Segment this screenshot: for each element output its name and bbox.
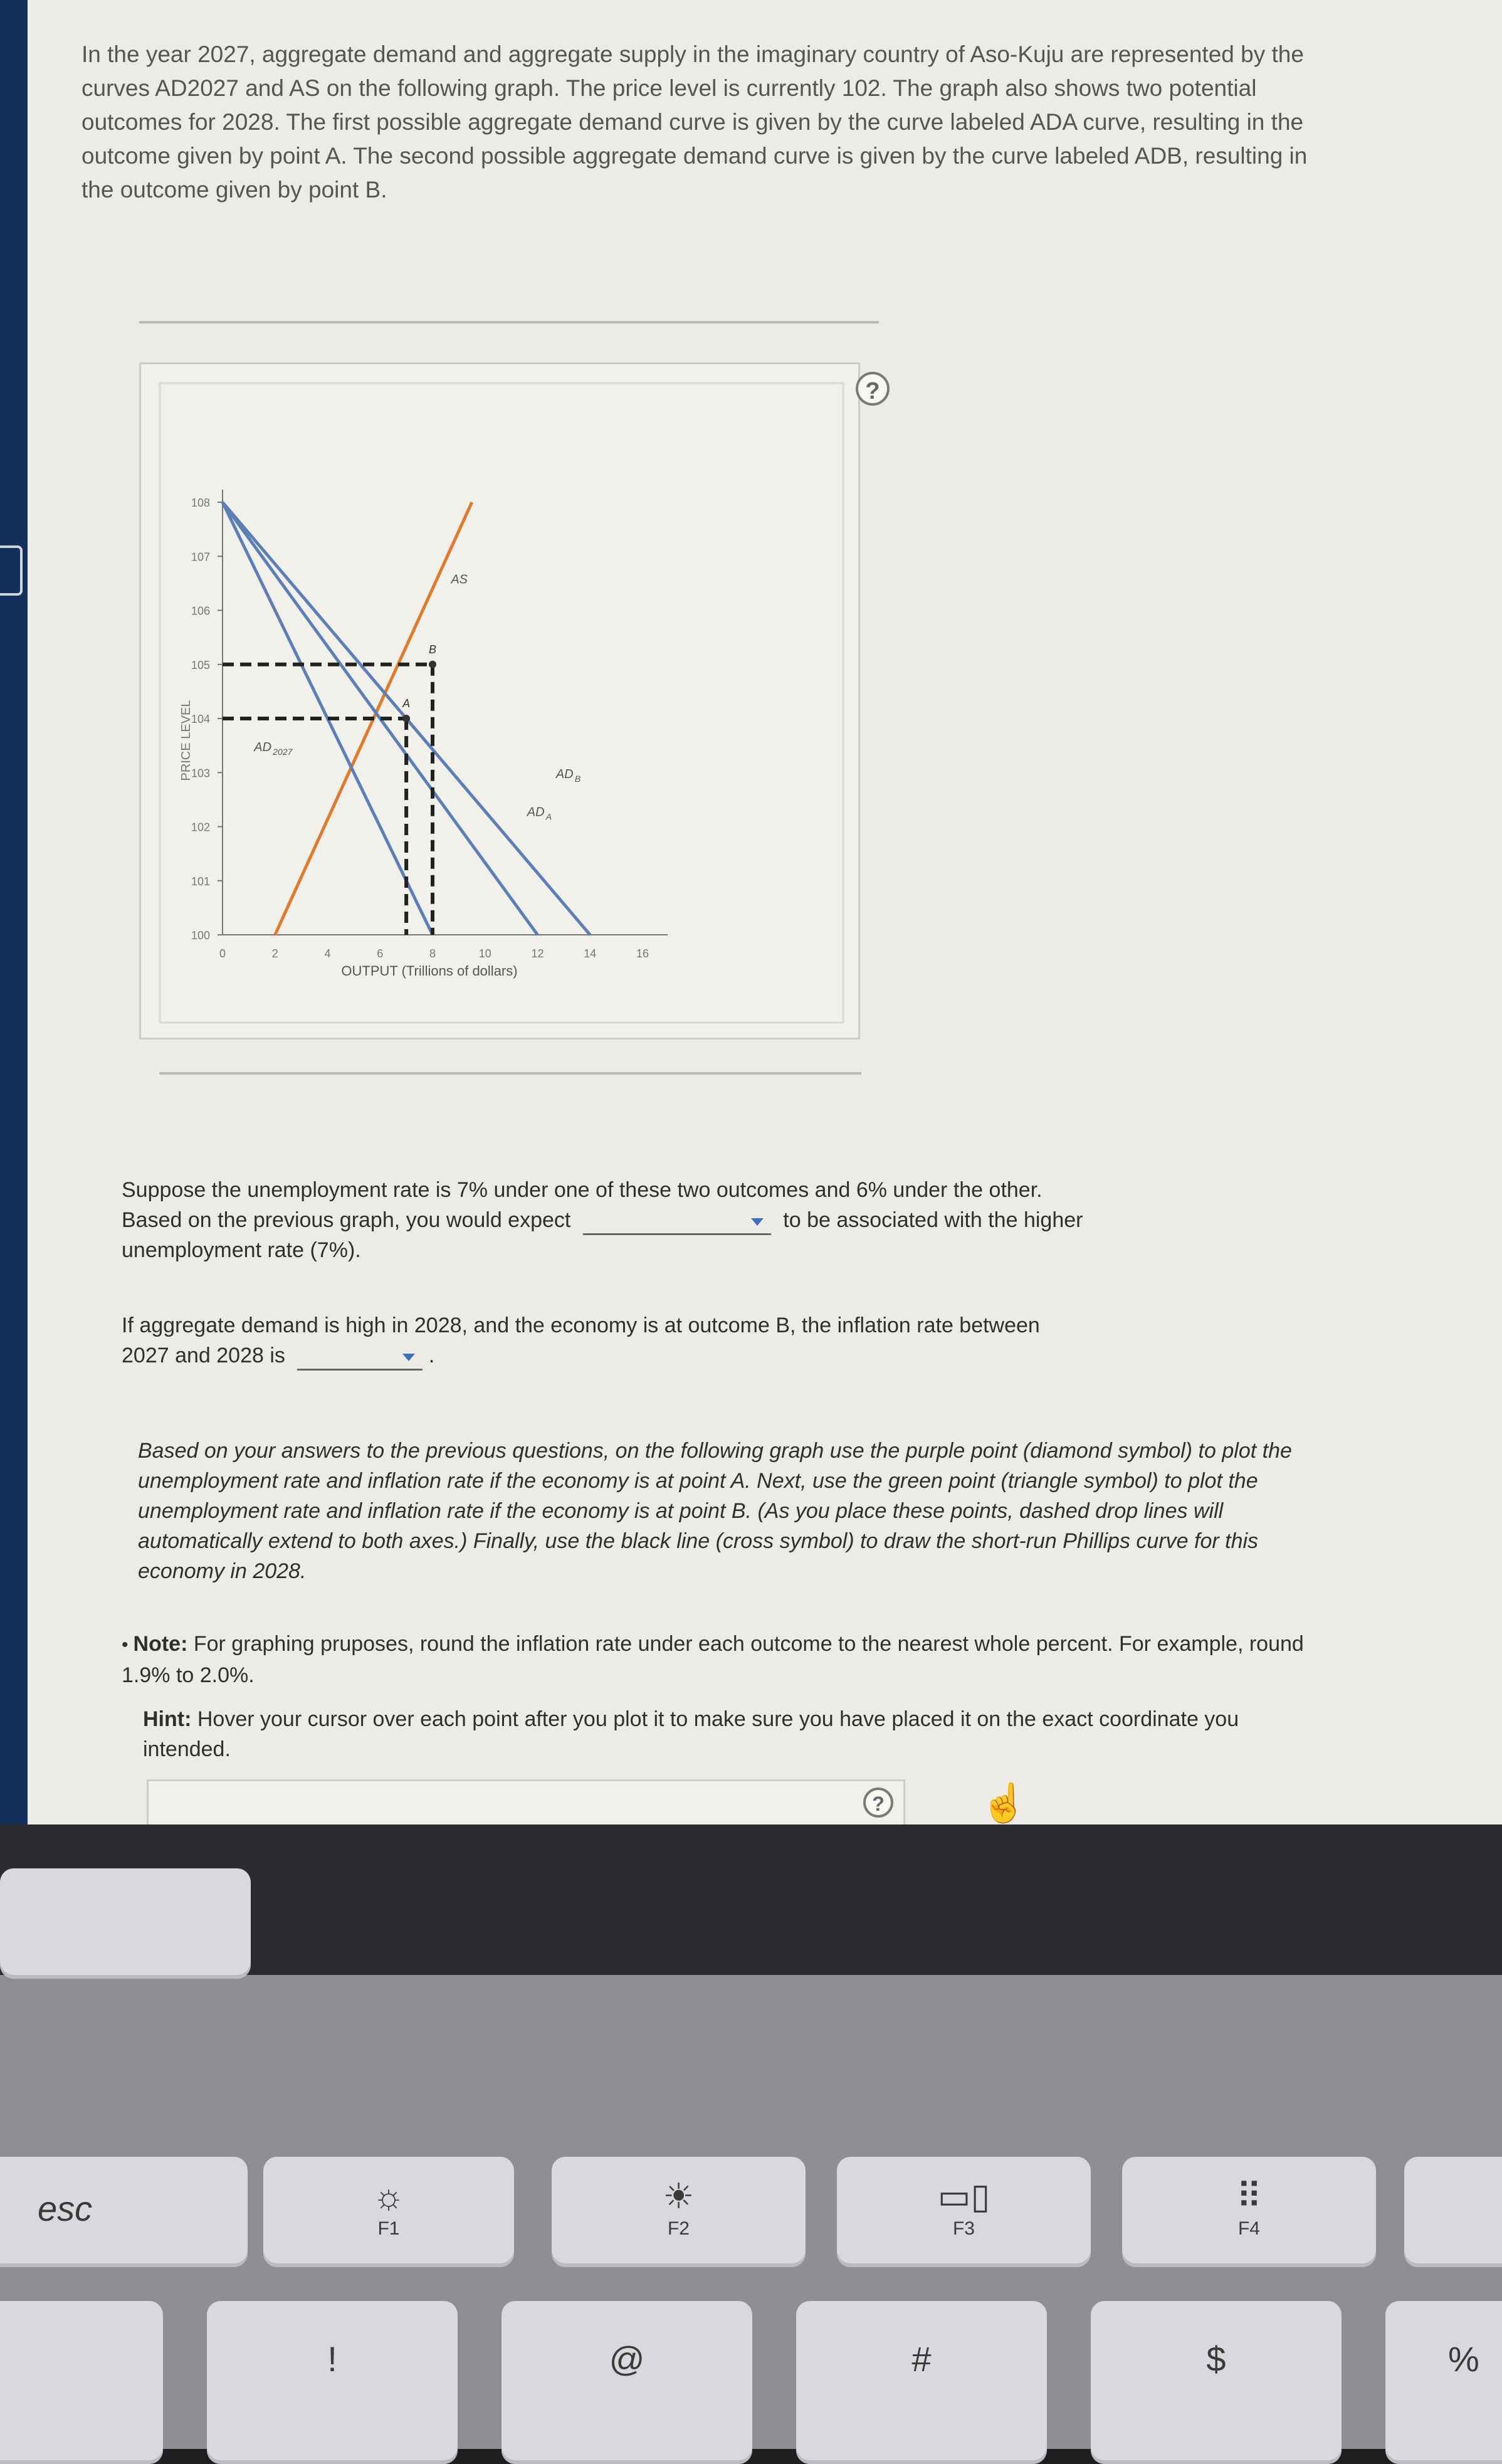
phillips-graph-panel[interactable] (147, 1779, 905, 1824)
ad-as-graph-panel (139, 362, 880, 1040)
question-3: Based on your answers to the previous questions, on the following graph use the purple point (diamond symbol) to plot the unemployment rate and inflation rate if the economy is at point A. Next, use the green point (triangle symbol) to plot the unemployment rate and inflation rate if the economy is at point B. (As you place these points, dashed drop lines will automatically extend to both axes.) Finally, use the black line (cross symbol) to draw the short-run Phillips curve for this economy in 2028. (138, 1439, 1292, 1583)
f4-key[interactable]: ⠿ F4 (1122, 2157, 1376, 2267)
divider-bottom (159, 1072, 861, 1075)
mission-control-icon: ▭▯ (937, 2176, 990, 2216)
f2-key[interactable]: ☀ F2 (552, 2157, 806, 2267)
question-page (28, 0, 1502, 1824)
key-3[interactable]: # (796, 2301, 1047, 2464)
q1-line-2-end: to be associated with the higher (783, 1208, 1083, 1232)
q2-line-2: 2027 and 2028 is . (122, 1340, 1438, 1371)
y-tick-label: 100 (191, 929, 210, 942)
ad-a-curve-label: AD (527, 805, 545, 819)
ad-as-chart[interactable] (141, 364, 862, 1041)
intro-paragraph: In the year 2027, aggregate demand and aggregate supply in the imaginary country of Aso-Kuju are represented by the curves AD2027 and AS on the following graph. The price level is currently 102. The graph also shows two potential outcomes for 2028. The first possible aggregate demand curve is given by the curve labeled ADA curve, resulting in the outcome given by point A. The second possible aggregate demand curve is given by the curve labeled ADB, resulting in the outcome given by point B. (81, 41, 1308, 203)
q1-line-2 (122, 1205, 1438, 1235)
f3-key[interactable]: ▭▯ F3 (837, 2157, 1091, 2267)
divider-top (139, 321, 879, 324)
chevron-down-icon (402, 1354, 415, 1361)
y-tick-label: 104 (191, 713, 210, 725)
ad-2027-curve-label: AD (254, 740, 272, 754)
y-tick-label: 101 (191, 875, 210, 888)
note-label: Note: (133, 1632, 188, 1656)
x-tick-label: 0 (219, 947, 226, 960)
help-icon[interactable]: ? (863, 1787, 893, 1818)
point-a (402, 715, 410, 722)
esc-key[interactable]: esc (0, 2157, 248, 2267)
key-4[interactable]: $ (1091, 2301, 1342, 2464)
key-5[interactable]: % (1385, 2301, 1502, 2464)
q1-line-2-start: Based on the previous graph, you would expect (122, 1208, 571, 1232)
x-tick-label: 10 (478, 947, 491, 960)
y-tick-label: 107 (191, 550, 210, 564)
point-label: A (402, 697, 411, 710)
bezel-tab (0, 545, 23, 596)
question-1 (122, 1175, 1438, 1265)
q1-dropdown[interactable] (583, 1214, 771, 1235)
y-tick-label: 102 (191, 821, 210, 834)
point-b (429, 661, 436, 668)
q2-line-1: If aggregate demand is high in 2028, and the economy is at outcome B, the inflation rate between (122, 1314, 1040, 1337)
y-tick-label: 103 (191, 767, 210, 780)
launchpad-icon: ⠿ (1236, 2176, 1262, 2216)
f5-key[interactable] (1404, 2157, 1502, 2267)
screen-bezel (0, 0, 28, 1824)
x-tick-label: 16 (636, 947, 649, 960)
hint-text: Hover your cursor over each point after you plot it to make sure you have placed it on the exact coordinate you intended. (143, 1707, 1239, 1761)
x-tick-label: 12 (531, 947, 544, 960)
ad-2027-curve-label-subscript: 2027 (273, 746, 293, 757)
y-tick-label: 106 (191, 604, 210, 618)
as-curve-label: AS (451, 572, 468, 587)
x-tick-label: 14 (584, 947, 597, 960)
ad-a-curve-label-subscript: A (545, 811, 552, 822)
x-tick-label: 8 (429, 947, 436, 960)
esc-key[interactable] (0, 1868, 251, 1979)
backtick-key[interactable] (0, 2301, 163, 2464)
y-tick-label: 108 (191, 497, 210, 509)
y-axis-label: PRICE LEVEL (179, 700, 193, 781)
q1-line-1: Suppose the unemployment rate is 7% under one of these two outcomes and 6% under the other. (122, 1178, 1042, 1202)
f1-key[interactable]: ☼ F1 (263, 2157, 514, 2267)
chevron-down-icon (751, 1218, 764, 1226)
x-axis-label: OUTPUT (Trillions of dollars) (341, 963, 518, 979)
brightness-up-icon: ☀ (663, 2176, 695, 2216)
q1-line-3: unemployment rate (7%). (122, 1238, 361, 1262)
hint (143, 1704, 1309, 1764)
x-tick-label: 6 (377, 947, 384, 960)
x-tick-label: 4 (324, 947, 331, 960)
note: • Note: For graphing pruposes, round the inflation rate under each outcome to the nearest whole percent. For example, round 1.9% to 2.0%. (122, 1632, 1304, 1687)
hint-label: Hint: (143, 1707, 192, 1731)
help-icon[interactable]: ? (856, 372, 890, 406)
hand-cursor-icon: ☝ (980, 1782, 1027, 1824)
brightness-down-icon: ☼ (372, 2176, 405, 2216)
question-2 (122, 1310, 1438, 1371)
graph-inner-box (160, 383, 843, 1023)
point-label: B (429, 643, 437, 656)
ad-b-curve-label-subscript: B (574, 773, 581, 784)
key-1[interactable]: ! (207, 2301, 458, 2464)
q2-line-2-text: 2027 and 2028 is (122, 1344, 285, 1367)
note-text: For graphing pruposes, round the inflation rate under each outcome to the nearest whole percent. For example, round 1.9% to 2.0%. (122, 1632, 1304, 1687)
y-tick-label: 105 (191, 658, 210, 671)
q2-dropdown[interactable] (297, 1350, 423, 1371)
ad-b-curve-label: AD (555, 767, 574, 781)
key-2[interactable]: @ (502, 2301, 752, 2464)
x-tick-label: 2 (271, 947, 278, 960)
